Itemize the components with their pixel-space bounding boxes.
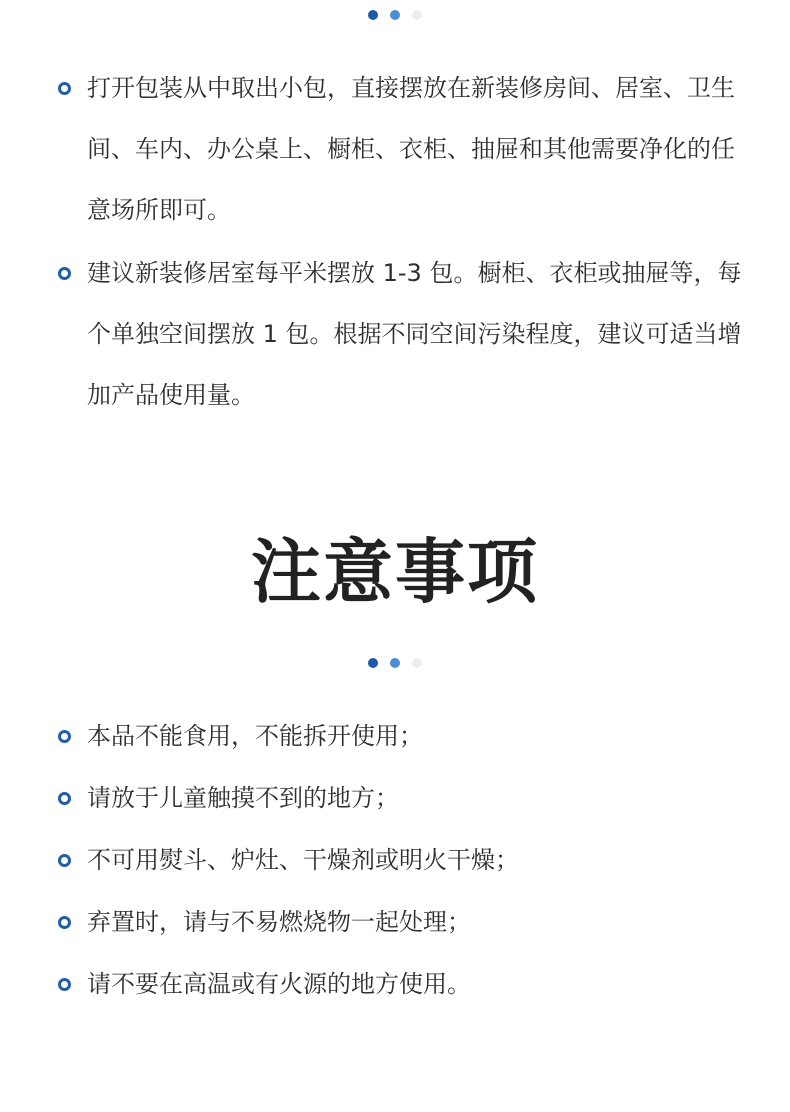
bullet-circle-icon (58, 82, 71, 95)
list-item (0, 716, 790, 756)
pager-dot (368, 10, 378, 20)
list-item-text: 弃置时，请与不易燃烧物一起处理； (87, 908, 471, 936)
bullet-circle-icon (58, 267, 71, 280)
list-item (0, 58, 790, 241)
bullet-circle-icon (58, 916, 71, 929)
bullet-circle-icon (58, 854, 71, 867)
list-item (0, 840, 790, 880)
section-title: 注意事项 (251, 531, 539, 613)
list-item (0, 964, 790, 1004)
list-item-text: 本品不能食用，不能拆开使用； (87, 722, 423, 750)
list-item-text: 请放于儿童触摸不到的地方； (87, 784, 399, 812)
pager-dot (390, 658, 400, 668)
pager-dots-top (0, 10, 790, 22)
list-item (0, 243, 790, 426)
list-item (0, 778, 790, 818)
list-item-text: 建议新装修居室每平米摆放 1-3 包。橱柜、衣柜或抽屉等，每个单独空间摆放 1 包。根据不同空间污染程度，建议可适当增加产品使用量。 (87, 259, 742, 409)
list-item-text: 打开包装从中取出小包，直接摆放在新装修房间、居室、卫生间、车内、办公桌上、橱柜、衣柜、抽屉和其他需要净化的任意场所即可。 (87, 74, 735, 224)
list-item-text: 不可用熨斗、炉灶、干燥剂或明火干燥； (87, 846, 519, 874)
pager-dot (390, 10, 400, 20)
bullet-circle-icon (58, 978, 71, 991)
pager-dot (412, 10, 422, 20)
pager-dot (368, 658, 378, 668)
pager-dots-bottom (0, 658, 790, 670)
bullet-circle-icon (58, 792, 71, 805)
pager-dot (412, 658, 422, 668)
usage-instructions-list (0, 58, 790, 426)
list-item-text: 请不要在高温或有火源的地方使用。 (87, 970, 471, 998)
precautions-list (0, 716, 790, 1004)
bullet-circle-icon (58, 730, 71, 743)
list-item (0, 902, 790, 942)
